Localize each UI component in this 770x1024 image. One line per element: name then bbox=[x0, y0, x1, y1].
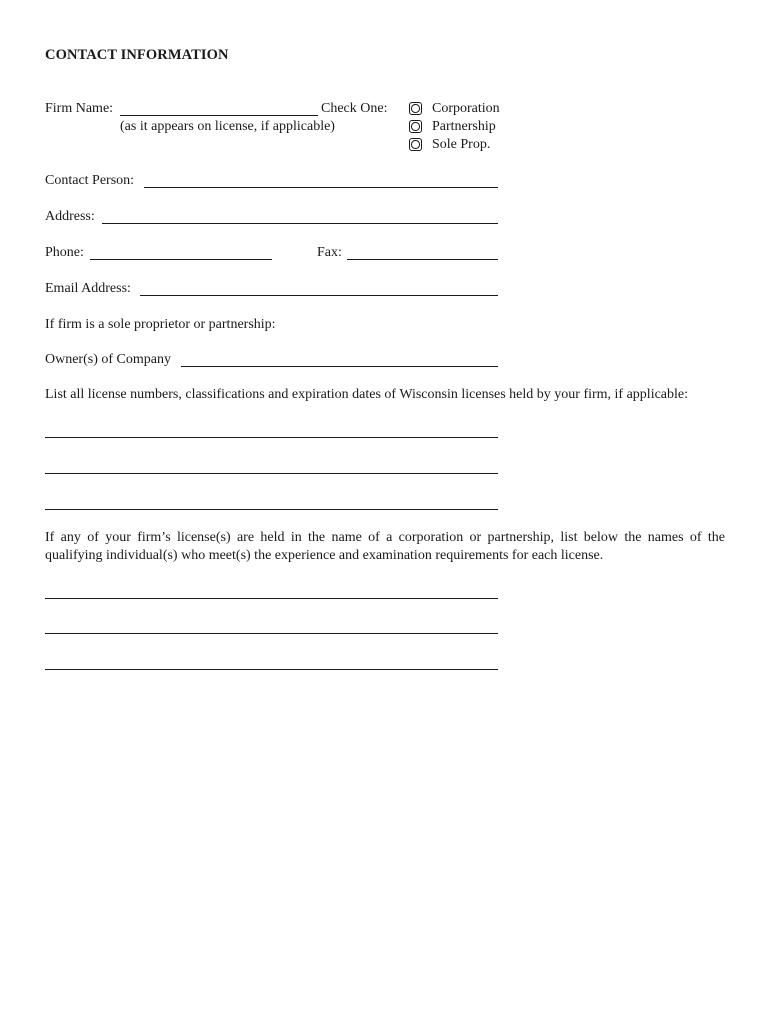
qualifying-instructions: If any of your firm’s license(s) are held in the name of a corporation or partnership, list below the names of the qualifying individual(s) who meet(s) the experience and examination requirements for each license. bbox=[45, 530, 725, 563]
qualifying-line-2[interactable] bbox=[45, 633, 498, 634]
owners-field[interactable] bbox=[181, 366, 498, 367]
contact-person-label: Contact Person: bbox=[45, 173, 135, 188]
contact-person-field[interactable] bbox=[144, 187, 498, 188]
fax-label: Fax: bbox=[317, 245, 342, 260]
section-title: CONTACT INFORMATION bbox=[45, 47, 229, 63]
email-label: Email Address: bbox=[45, 281, 131, 296]
fax-field[interactable] bbox=[347, 259, 498, 260]
firm-name-note: (as it appears on license, if applicable) bbox=[120, 119, 335, 134]
partnership-radio[interactable] bbox=[409, 120, 422, 133]
sole-prop-radio[interactable] bbox=[409, 138, 422, 151]
qualifying-line-1[interactable] bbox=[45, 598, 498, 599]
license-line-2[interactable] bbox=[45, 473, 498, 474]
corporation-radio[interactable] bbox=[409, 102, 422, 115]
firm-name-label: Firm Name: bbox=[45, 101, 114, 116]
license-line-3[interactable] bbox=[45, 509, 498, 510]
email-field[interactable] bbox=[140, 295, 498, 296]
sole-prop-note: If firm is a sole proprietor or partnership: bbox=[45, 317, 276, 332]
qualifying-line-3[interactable] bbox=[45, 669, 498, 670]
check-one-label: Check One: bbox=[321, 101, 388, 116]
address-label: Address: bbox=[45, 209, 95, 224]
partnership-option-label: Partnership bbox=[432, 119, 496, 134]
owners-label: Owner(s) of Company bbox=[45, 352, 171, 367]
phone-label: Phone: bbox=[45, 245, 84, 260]
corporation-option-label: Corporation bbox=[432, 101, 500, 116]
sole-prop-option-label: Sole Prop. bbox=[432, 137, 491, 152]
firm-name-field[interactable] bbox=[120, 115, 318, 116]
address-field[interactable] bbox=[102, 223, 498, 224]
phone-field[interactable] bbox=[90, 259, 272, 260]
license-instructions: List all license numbers, classifications and expiration dates of Wisconsin licenses held by your firm, if applicable: bbox=[45, 387, 689, 402]
license-line-1[interactable] bbox=[45, 437, 498, 438]
